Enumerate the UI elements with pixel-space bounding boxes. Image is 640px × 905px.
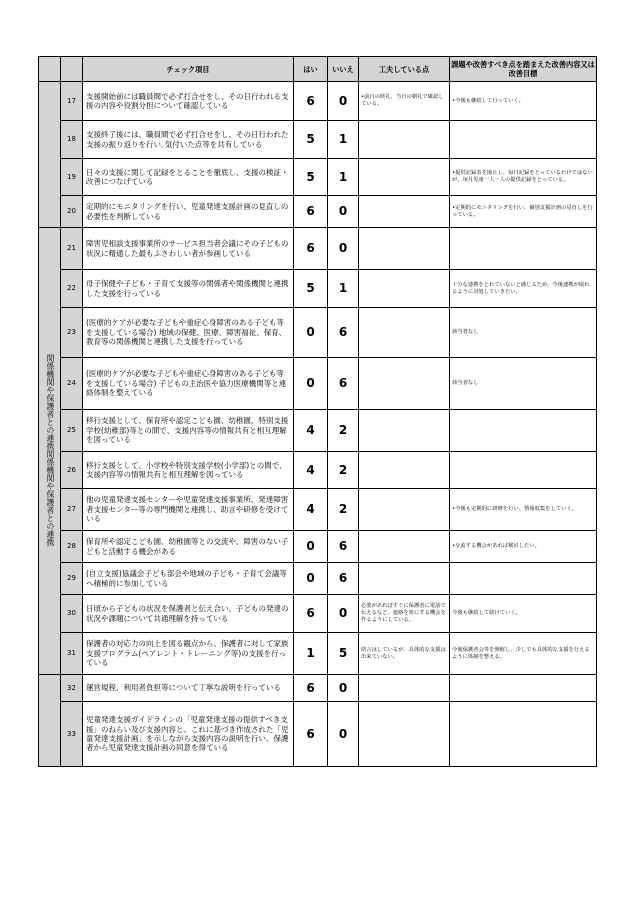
checklist-table [38, 56, 597, 767]
effort-note: 必要があればすぐに保護者に電話で伝えるなど、連絡を密にする機会を作るようにしている。 [359, 595, 450, 633]
table-row [39, 308, 597, 358]
no-count: 0 [328, 702, 359, 767]
effort-note [359, 563, 450, 595]
improvement-note: •定期的にモニタリングを行い、個別支援計画の見直しを行っている。 [450, 196, 597, 228]
row-number: 20 [61, 196, 83, 228]
row-number: 18 [61, 121, 83, 159]
effort-note [359, 196, 450, 228]
improvement-note: •交流する機会があれば検討したい。 [450, 531, 597, 563]
no-count: 5 [328, 633, 359, 675]
row-number: 29 [61, 563, 83, 595]
yes-count: 6 [294, 228, 328, 270]
effort-note [359, 270, 450, 308]
no-count: 0 [328, 675, 359, 702]
yes-count: 5 [294, 121, 328, 159]
check-item: 支援開始前には職員間で必ず打合せをし、その日行われる支援の内容や役割分担について確認している [83, 82, 294, 121]
no-count: 2 [328, 452, 359, 489]
section-cell-c [39, 675, 61, 767]
yes-count: 6 [294, 675, 328, 702]
table-row [39, 358, 597, 410]
effort-note [359, 358, 450, 410]
yes-count: 6 [294, 82, 328, 121]
effort-note [359, 121, 450, 159]
yes-count: 0 [294, 563, 328, 595]
yes-count: 6 [294, 595, 328, 633]
no-count: 6 [328, 531, 359, 563]
check-item: 母子保健や子ども・子育て支援等の関係者や関係機関と連携した支援を行っている [83, 270, 294, 308]
effort-note [359, 308, 450, 358]
table-row [39, 563, 597, 595]
no-count: 6 [328, 308, 359, 358]
improvement-note [450, 228, 597, 270]
improvement-note: 十分な連携をとれていないと感じるため、今後連携が取れるように対処していきたい。 [450, 270, 597, 308]
check-item: (自立支援)協議会子ども部会や地域の子ども・子育て会議等へ積極的に参加している [83, 563, 294, 595]
no-count: 1 [328, 159, 359, 196]
check-item: 児童発達支援ガイドラインの「児童発達支援の提供すべき支援」のねらい及び支援内容と、これに基づき作成された「児童発達支援計画」を示しながら支援内容の説明を行い、保護者から児童発達支援計画の同意を得ている [83, 702, 294, 767]
table-row [39, 595, 597, 633]
no-count: 1 [328, 121, 359, 159]
no-count: 0 [328, 196, 359, 228]
check-item: 移行支援として、保育所や認定こども園、幼稚園、特別支援学校(幼稚部)等との間で、支援内容等の情報共有と相互理解を図っている [83, 410, 294, 452]
effort-note [359, 675, 450, 702]
row-number: 33 [61, 702, 83, 767]
yes-count: 0 [294, 308, 328, 358]
check-item: (医療的ケアが必要な子どもや重症心身障害のある子ども等を支援している場合) 子どもの主治医や協力医療機関等と連絡体制を整えている [83, 358, 294, 410]
improvement-note: 該当者なし [450, 308, 597, 358]
effort-note [359, 702, 450, 767]
effort-note [359, 452, 450, 489]
table-row [39, 82, 597, 121]
table-row [39, 121, 597, 159]
header-section-cell [39, 57, 61, 82]
row-number: 23 [61, 308, 83, 358]
table-row [39, 489, 597, 531]
section-label: 関係機関や保護者との連携関係機関や保護者との連携 [45, 353, 55, 546]
row-number: 28 [61, 531, 83, 563]
yes-count: 0 [294, 531, 328, 563]
improvement-note: •今後も定期的に研修を行い、情報収集をしていく。 [450, 489, 597, 531]
improvement-note: •今後も継続して行っていく。 [450, 82, 597, 121]
effort-note: 助言はしているが、具体的な支援は出来ていない。 [359, 633, 450, 675]
effort-note [359, 159, 450, 196]
effort-note [359, 489, 450, 531]
no-count: 6 [328, 358, 359, 410]
check-item: 保育所や認定こども園、幼稚園等との交流や、障害のない子どもと活動する機会がある [83, 531, 294, 563]
table-row [39, 633, 597, 675]
effort-note [359, 410, 450, 452]
yes-count: 5 [294, 159, 328, 196]
table-row [39, 196, 597, 228]
check-item: 支援終了後には、職員間で必ず打合せをし、その日行われた支援の振り返りを行い､気付いた点等を共有している [83, 121, 294, 159]
row-number: 19 [61, 159, 83, 196]
table-row [39, 675, 597, 702]
yes-count: 6 [294, 702, 328, 767]
check-item: 他の児童発達支援センターや児童発達支援事業所、発達障害者支援センター等の専門機関と連携し、助言や研修を受けている [83, 489, 294, 531]
effort-note: •前日の終礼、当日の朝礼で確認している。 [359, 82, 450, 121]
row-number: 25 [61, 410, 83, 452]
table-row [39, 270, 597, 308]
check-item: 移行支援として、小学校や特別支援学校(小学部)との間で、支援内容等の情報共有と相互理解を図っている [83, 452, 294, 489]
header-row [39, 57, 597, 82]
check-item: 保護者の対応力の向上を図る観点から、保護者に対して家族支援プログラム(ペアレント・トレーニング等)の支援を行っている [83, 633, 294, 675]
check-item: 運営規程、利用者負担等について丁寧な説明を行っている [83, 675, 294, 702]
no-count: 2 [328, 410, 359, 452]
improvement-note: 今後も継続して続けていく。 [450, 595, 597, 633]
header-number-cell [61, 57, 83, 82]
row-number: 21 [61, 228, 83, 270]
improvement-note [450, 121, 597, 159]
yes-count: 1 [294, 633, 328, 675]
check-item: 日頃から子どもの状況を保護者と伝え合い、子どもの発達の状況や課題について共通理解を持っている [83, 595, 294, 633]
improvement-note: 今後保護者会等を開催し、少しでも具体的な支援を行えるように体制を整える。 [450, 633, 597, 675]
improvement-note [450, 702, 597, 767]
no-count: 1 [328, 270, 359, 308]
improvement-note [450, 410, 597, 452]
table-row [39, 410, 597, 452]
check-item: (医療的ケアが必要な子どもや重症心身障害のある子ども等を支援している場合) 地域の保健、医療、障害福祉、保育、教育等の関係機関と連携した支援を行っている [83, 308, 294, 358]
improvement-note: 該当者なし [450, 358, 597, 410]
row-number: 31 [61, 633, 83, 675]
table-row [39, 159, 597, 196]
improvement-note [450, 675, 597, 702]
row-number: 22 [61, 270, 83, 308]
improvement-note [450, 563, 597, 595]
no-count: 2 [328, 489, 359, 531]
effort-note [359, 228, 450, 270]
header-improve: 課題や改善すべき点を踏まえた改善内容又は改善目標 [450, 57, 597, 82]
section-cell-b [39, 228, 61, 675]
header-effort: 工夫している点 [359, 57, 450, 82]
check-item: 障害児相談支援事業所のサービス担当者会議にその子どもの状況に精通した最もふさわしい者が参画している [83, 228, 294, 270]
header-no: いいえ [328, 57, 359, 82]
no-count: 0 [328, 82, 359, 121]
header-yes: はい [294, 57, 328, 82]
yes-count: 5 [294, 270, 328, 308]
effort-note [359, 531, 450, 563]
no-count: 0 [328, 595, 359, 633]
row-number: 17 [61, 82, 83, 121]
yes-count: 6 [294, 196, 328, 228]
yes-count: 4 [294, 410, 328, 452]
check-item: 定期的にモニタリングを行い、児童発達支援計画の見直しの必要性を判断している [83, 196, 294, 228]
table-row [39, 531, 597, 563]
yes-count: 4 [294, 489, 328, 531]
improvement-note [450, 452, 597, 489]
header-item: チェック項目 [83, 57, 294, 82]
section-cell-a [39, 82, 61, 228]
row-number: 24 [61, 358, 83, 410]
no-count: 0 [328, 228, 359, 270]
improvement-note: •提供記録表を廃止し、毎日記録をとっているわけではないが、毎月児童一人一人の提供記録をとっている。 [450, 159, 597, 196]
table-row [39, 452, 597, 489]
row-number: 26 [61, 452, 83, 489]
table-row [39, 228, 597, 270]
row-number: 32 [61, 675, 83, 702]
row-number: 27 [61, 489, 83, 531]
table-row [39, 702, 597, 767]
check-item: 日々の支援に関して記録をとることを徹底し、支援の検証・改善につなげている [83, 159, 294, 196]
no-count: 6 [328, 563, 359, 595]
row-number: 30 [61, 595, 83, 633]
yes-count: 0 [294, 358, 328, 410]
yes-count: 4 [294, 452, 328, 489]
